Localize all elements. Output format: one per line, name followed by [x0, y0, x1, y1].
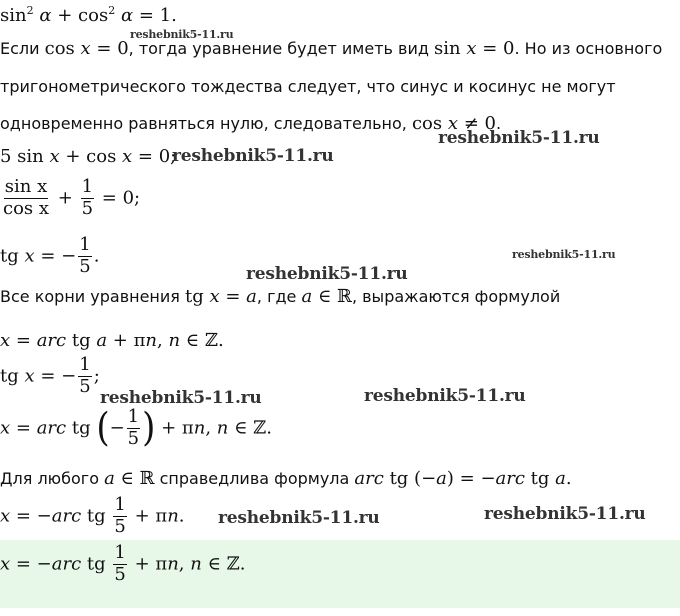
- cos-text: cos: [78, 5, 109, 26]
- equation-3: [0, 236, 99, 277]
- fraction: $\frac{1}{5}$: [81, 176, 94, 219]
- eq-minus: = −: [10, 553, 52, 575]
- general-formula: [0, 330, 224, 351]
- arc-text: arc: [495, 468, 525, 489]
- left-paren: (: [96, 405, 110, 452]
- var-a: a: [246, 286, 257, 307]
- var-n: n: [145, 330, 157, 351]
- sin-text: sin: [434, 38, 467, 59]
- in-integers: ∈ ℤ.: [201, 553, 246, 575]
- alpha: α: [39, 5, 52, 26]
- equation-4: [0, 356, 100, 397]
- var-n: n: [216, 417, 229, 439]
- in-integers: ∈ ℤ.: [180, 330, 224, 351]
- fraction: $\frac{1}{5}$: [127, 406, 140, 449]
- fraction: $\frac{1}{5}$: [114, 494, 126, 537]
- equation-6: [0, 496, 185, 537]
- fraction: $\frac{1}{5}$: [79, 234, 91, 277]
- tg-text: tg: [383, 468, 415, 489]
- var-x: x: [0, 553, 11, 575]
- tg-text: tg: [66, 417, 97, 439]
- comma: ,: [178, 553, 191, 575]
- paragraph-line-4: [0, 286, 560, 307]
- eq-minus: = −: [34, 245, 77, 267]
- text: , где: [256, 287, 302, 306]
- left-paren: (−: [414, 468, 437, 489]
- eq-zero: = 0: [476, 38, 515, 59]
- var-x: x: [24, 245, 35, 267]
- watermark: reshebnik5-11.ru: [438, 128, 600, 148]
- watermark: reshebnik5-11.ru: [512, 248, 616, 261]
- plus: +: [57, 5, 73, 26]
- watermark: reshebnik5-11.ru: [130, 28, 234, 41]
- plus-pi: + π: [128, 505, 168, 527]
- comma: ,: [157, 330, 169, 351]
- cos-text: cos: [44, 38, 81, 59]
- var-x: x: [0, 417, 11, 439]
- plus-pi: + π: [107, 330, 146, 351]
- right-paren: ): [446, 468, 454, 489]
- text: .: [496, 114, 502, 133]
- var-x: x: [447, 113, 459, 134]
- text: одновременно равняться нулю, следовательно,: [0, 114, 412, 133]
- in-integers: ∈ ℤ.: [228, 417, 273, 439]
- var-n: n: [168, 330, 181, 351]
- eq: =: [10, 330, 37, 351]
- final-answer: [0, 544, 245, 585]
- eq: =: [10, 417, 37, 439]
- tg-text: tg: [0, 365, 25, 387]
- var-a: a: [436, 468, 447, 489]
- identity-formula: [0, 4, 177, 26]
- tg-text: tg: [0, 245, 25, 267]
- tg-text: tg: [524, 468, 556, 489]
- eq: =: [219, 286, 247, 307]
- watermark: reshebnik5-11.ru: [218, 508, 380, 528]
- arc-text: arc: [51, 553, 82, 575]
- sin-text: sin: [0, 5, 27, 26]
- period: .: [93, 245, 100, 267]
- watermark: reshebnik5-11.ru: [100, 388, 262, 408]
- var-a: a: [96, 330, 108, 351]
- watermark: reshebnik5-11.ru: [172, 146, 334, 166]
- equals-one: = 1.: [138, 5, 177, 26]
- term: 5 sin: [0, 146, 50, 167]
- term: = 0;: [132, 146, 177, 167]
- paragraph-line-5: [0, 468, 572, 489]
- var-n: n: [167, 505, 179, 527]
- eq-minus: = −: [10, 505, 52, 527]
- in-reals: ∈ ℝ: [114, 468, 155, 489]
- fraction: $\frac{1}{5}$: [79, 354, 91, 397]
- var-a: a: [104, 468, 115, 489]
- text: , выражаются формулой: [351, 287, 561, 306]
- period: .: [178, 505, 185, 527]
- arc-text: arc: [36, 330, 67, 351]
- tg-text: tg: [81, 553, 112, 575]
- text: справедлива формула: [154, 469, 355, 488]
- text: Если: [0, 39, 45, 58]
- equation-2: [0, 178, 140, 219]
- var-x: x: [49, 146, 60, 167]
- text: Все корни уравнения: [0, 287, 185, 306]
- arc-text: arc: [36, 417, 67, 439]
- in-reals: ∈ ℝ: [312, 286, 352, 307]
- minus: −: [109, 417, 125, 439]
- arc-text: arc: [51, 505, 82, 527]
- alpha: α: [120, 5, 134, 26]
- eq-zero: = 0: [90, 38, 129, 59]
- var-x: x: [0, 505, 11, 527]
- plus-pi: + π: [128, 553, 168, 575]
- var-n: n: [167, 553, 179, 575]
- semicolon: ;: [93, 365, 100, 387]
- var-x: x: [24, 365, 35, 387]
- text: Для любого: [0, 469, 105, 488]
- watermark: reshebnik5-11.ru: [484, 504, 646, 524]
- tg-text: tg: [81, 505, 112, 527]
- watermark: reshebnik5-11.ru: [246, 264, 408, 284]
- plus-pi: + π: [155, 417, 194, 439]
- fraction: $\frac{\text{sin x}}{\text{cos x}}$: [3, 176, 50, 219]
- paragraph-line-2: тригонометрического тождества следует, что синус и косинус не могут: [0, 77, 616, 96]
- watermark: reshebnik5-11.ru: [364, 386, 526, 406]
- var-x: x: [209, 286, 220, 307]
- var-x: x: [80, 38, 91, 59]
- tg-text: tg: [66, 330, 97, 351]
- var-a: a: [301, 286, 313, 307]
- var-n: n: [190, 553, 202, 575]
- comma: ,: [205, 417, 217, 439]
- fraction: $\frac{1}{5}$: [114, 542, 126, 585]
- var-n: n: [193, 417, 206, 439]
- arc-text: arc: [354, 468, 384, 489]
- eq-minus: = −: [453, 468, 496, 489]
- var-x: x: [466, 38, 477, 59]
- neq-zero: ≠ 0: [458, 113, 496, 134]
- var-x: x: [122, 146, 133, 167]
- term: + cos: [59, 146, 123, 167]
- right-paren: ): [142, 405, 156, 452]
- exponent: 2: [26, 4, 34, 17]
- paragraph-line-3: [0, 113, 501, 134]
- var-x: x: [0, 330, 11, 351]
- period: .: [565, 468, 572, 489]
- cos-text: cos: [411, 113, 448, 134]
- paragraph-line-1: [0, 38, 662, 59]
- tg-text: tg: [185, 286, 210, 307]
- equation-5: [0, 405, 273, 452]
- eq-minus: = −: [34, 365, 77, 387]
- exponent: 2: [108, 4, 116, 17]
- text: . Но из основного: [514, 39, 663, 58]
- plus: +: [57, 187, 73, 209]
- equation-1: [0, 146, 176, 167]
- text: , тогда уравнение будет иметь вид: [128, 39, 435, 58]
- eq-zero: = 0;: [96, 187, 141, 209]
- var-a: a: [555, 468, 566, 489]
